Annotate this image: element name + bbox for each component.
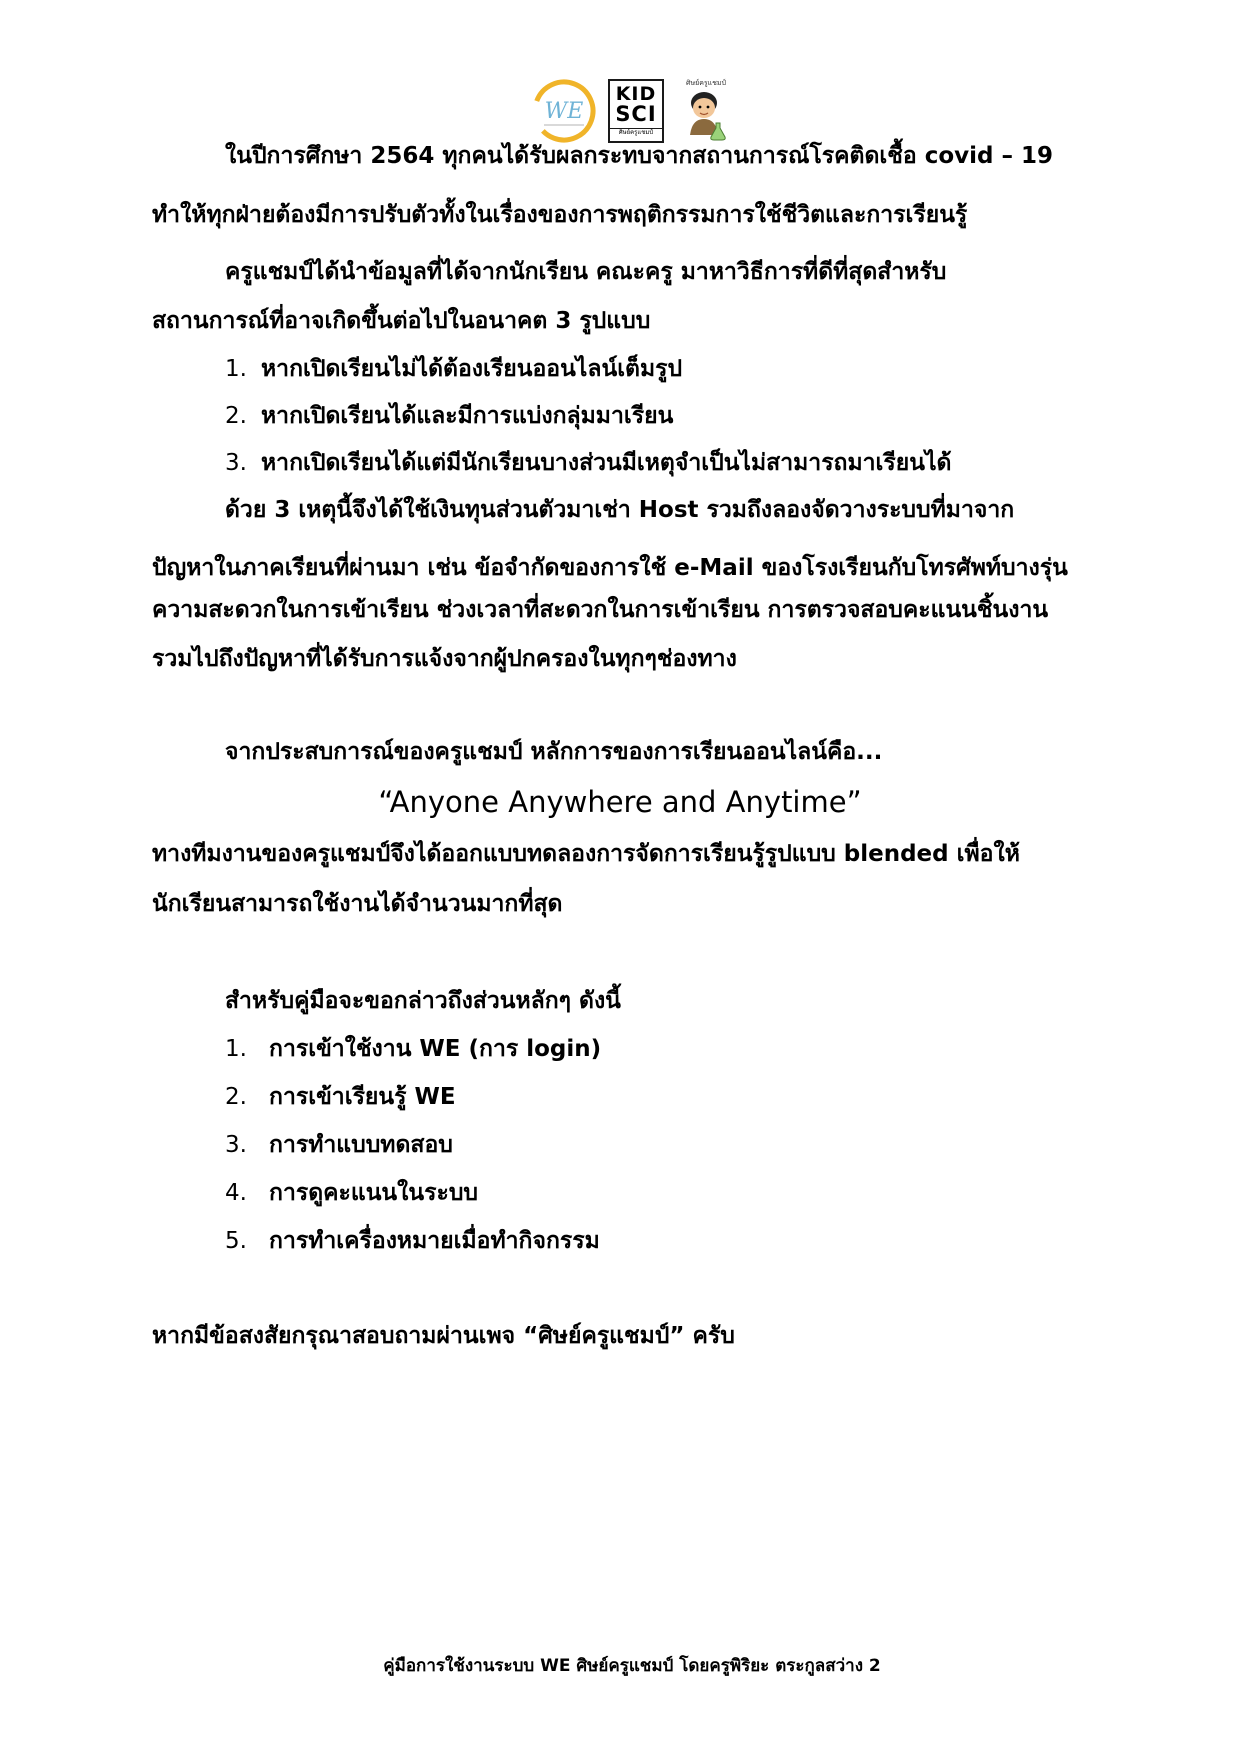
kid-sci-logo-middle: SCI — [615, 102, 657, 126]
intro-line-2: ทำให้ทุกฝ่ายต้องมีการปรับตัวทั้งในเรื่องของการพฤติกรรมการใช้ชีวิตและการเรียนรู้ — [152, 202, 968, 228]
intro-line-3: ครูแชมป์ได้นำข้อมูลที่ได้จากนักเรียน คณะครู มาหาวิธีการที่ดีที่สุดสำหรับ — [225, 259, 947, 285]
we-logo-graphic — [530, 77, 598, 145]
manual-item — [225, 1131, 453, 1160]
header-logos — [0, 72, 1240, 150]
intro-line-1: ในปีการศึกษา 2564 ทุกคนได้รับผลกระทบจากสถานการณ์โรคติดเชื้อ covid – 19 — [225, 143, 1053, 169]
manual-item — [225, 1035, 601, 1064]
we-logo-text: WE — [544, 99, 584, 124]
intro-line-4: สถานการณ์ที่อาจเกิดขึ้นต่อไปในอนาคต 3 รูปแบบ — [152, 308, 651, 334]
manual-item — [225, 1083, 456, 1112]
kid-sci-logo — [608, 79, 664, 143]
manual-item-text: การเข้าใช้งาน WE (การ login) — [269, 1036, 602, 1062]
principle-line-1: ทางทีมงานของครูแชมป์จึงได้ออกแบบทดลองการจัดการเรียนรู้รูปแบบ blended เพื่อให้ — [152, 841, 1020, 867]
scenario-number: 3. — [225, 450, 247, 476]
reason-line-4: รวมไปถึงปัญหาที่ได้รับการแจ้งจากผู้ปกครองในทุกๆช่องทาง — [152, 646, 737, 672]
manual-item-number: 1. — [225, 1036, 247, 1062]
manual-item-number: 4. — [225, 1180, 247, 1206]
manual-item-number: 3. — [225, 1132, 247, 1158]
manual-lead: สำหรับคู่มือจะขอกล่าวถึงส่วนหลักๆ ดังนี้ — [225, 988, 621, 1014]
manual-item-text: การดูคะแนนในระบบ — [269, 1180, 479, 1206]
page-footer: คู่มือการใช้งานระบบ WE ศิษย์ครูแชมป์ โดยครูพิริยะ ตระกูลสว่าง 2 — [383, 1656, 881, 1676]
slogan: “Anyone Anywhere and Anytime” — [378, 785, 862, 819]
closing-line: หากมีข้อสงสัยกรุณาสอบถามผ่านเพจ “ศิษย์ครูแชมป์” ครับ — [152, 1323, 735, 1349]
reason-line-1: ด้วย 3 เหตุนี้จึงได้ใช้เงินทุนส่วนตัวมาเช่า Host รวมถึงลองจัดวางระบบที่มาจาก — [225, 497, 1015, 523]
teacher-cartoon-caption: ศิษย์ครูแชมป์ — [686, 79, 726, 87]
we-logo — [530, 77, 598, 145]
manual-item-text: การเข้าเรียนรู้ WE — [269, 1084, 456, 1110]
scenario-text: หากเปิดเรียนได้และมีการแบ่งกลุ่มมาเรียน — [261, 403, 674, 429]
manual-item-text: การทำแบบทดสอบ — [269, 1132, 453, 1158]
scenario-text: หากเปิดเรียนไม่ได้ต้องเรียนออนไลน์เต็มรูป — [261, 356, 683, 382]
scenario-item — [225, 449, 951, 478]
scenario-item — [225, 402, 673, 431]
manual-item — [225, 1227, 600, 1256]
teacher-cartoon-icon — [674, 75, 738, 147]
principle-lead: จากประสบการณ์ของครูแชมป์ หลักการของการเรียนออนไลน์คือ... — [225, 739, 883, 765]
manual-item — [225, 1179, 478, 1208]
principle-line-2: นักเรียนสามารถใช้งานได้จำนวนมากที่สุด — [152, 891, 563, 917]
reason-line-3: ความสะดวกในการเข้าเรียน ช่วงเวลาที่สะดวกในการเข้าเรียน การตรวจสอบคะแนนชิ้นงาน — [152, 597, 1049, 623]
scenario-number: 2. — [225, 403, 247, 429]
kid-sci-logo-top: KID — [615, 83, 657, 105]
manual-item-number: 5. — [225, 1228, 247, 1254]
reason-line-2: ปัญหาในภาคเรียนที่ผ่านมา เช่น ข้อจำกัดของการใช้ e-Mail ของโรงเรียนกับโทรศัพท์บางรุ่น — [152, 555, 1068, 581]
teacher-cartoon-logo — [674, 75, 738, 147]
manual-item-text: การทำเครื่องหมายเมื่อทำกิจกรรม — [269, 1228, 600, 1254]
scenario-number: 1. — [225, 356, 247, 382]
scenario-item — [225, 355, 682, 384]
manual-item-number: 2. — [225, 1084, 247, 1110]
kid-sci-logo-caption: ศิษย์ครูแชมป์ — [610, 128, 662, 136]
scenario-text: หากเปิดเรียนได้แต่มีนักเรียนบางส่วนมีเหตุจำเป็นไม่สามารถมาเรียนได้ — [261, 450, 952, 476]
